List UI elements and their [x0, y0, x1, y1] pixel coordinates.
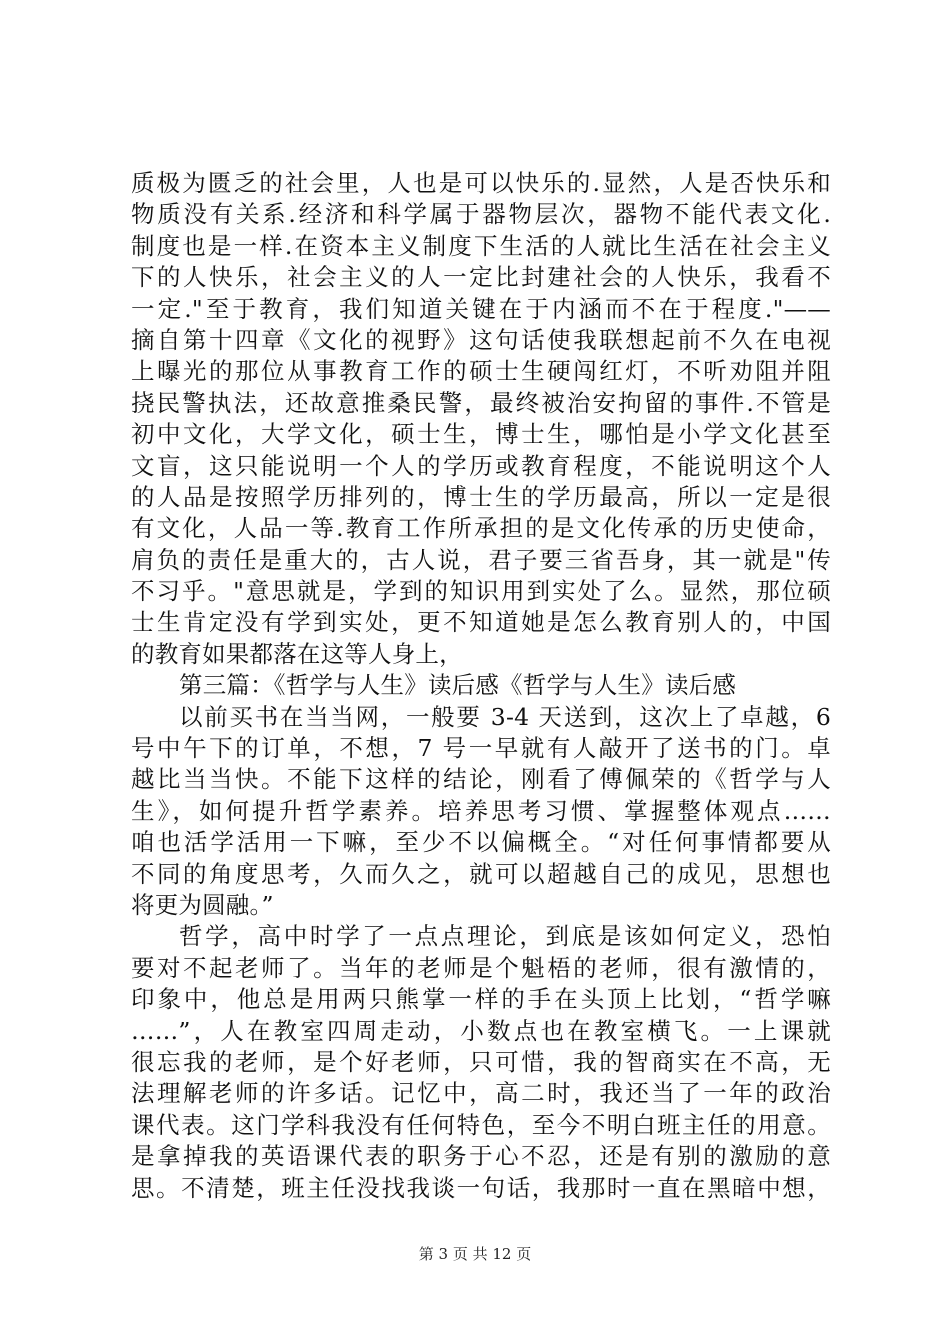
- text-line: 不同的角度思考，久而久之，就可以超越自己的成见，思想也: [131, 859, 831, 888]
- section-heading: 第三篇：《哲学与人生》读后感《哲学与人生》读后感: [179, 671, 737, 700]
- text-line: 挠民警执法，还故意推桑民警，最终被治安拘留的事件.不管是: [131, 388, 831, 417]
- text-line: 一定."至于教育，我们知道关键在于内涵而不在于程度."——: [131, 294, 831, 323]
- text-line: 以前买书在当当网，一般要 3-4 天送到，这次上了卓越，6: [179, 702, 831, 731]
- text-line: 生》，如何提升哲学素养。培养思考习惯、掌握整体观点……: [131, 796, 831, 825]
- text-line: 要对不起老师了。当年的老师是个魁梧的老师，很有激情的，: [131, 953, 831, 982]
- text-line: 咱也活学活用一下嘛，至少不以偏概全。“对任何事情都要从: [131, 828, 831, 857]
- text-line: 印象中，他总是用两只熊掌一样的手在头顶上比划，“哲学嘛: [131, 985, 831, 1014]
- text-line: 越比当当快。不能下这样的结论，刚看了傅佩荣的《哲学与人: [131, 765, 831, 794]
- text-line: 很忘我的老师，是个好老师，只可惜，我的智商实在不高，无: [131, 1047, 831, 1076]
- text-line: 是拿掉我的英语课代表的职务于心不忍，还是有别的激励的意: [131, 1142, 831, 1171]
- text-line: 有文化，人品一等.教育工作所承担的是文化传承的历史使命，: [131, 514, 831, 543]
- text-line: 质极为匮乏的社会里，人也是可以快乐的.显然，人是否快乐和: [131, 169, 831, 197]
- page-footer: 第 3 页 共 12 页: [418, 1245, 532, 1263]
- text-line: 将更为圆融。”: [131, 890, 274, 919]
- text-line: 的人品是按照学历排列的，博士生的学历最高，所以一定是很: [131, 482, 831, 511]
- text-line: 制度也是一样.在资本主义制度下生活的人就比生活在社会主义: [131, 231, 831, 260]
- text-line: 物质没有关系.经济和科学属于器物层次，器物不能代表文化.: [131, 200, 831, 229]
- text-line: 不习乎。"意思就是，学到的知识用到实处了么。显然，那位硕: [131, 577, 831, 606]
- text-line: 士生肯定没有学到实处，更不知道她是怎么教育别人的，中国: [131, 608, 831, 637]
- text-line: 下的人快乐，社会主义的人一定比封建社会的人快乐，我看不: [131, 263, 831, 292]
- text-line: 肩负的责任是重大的，古人说，君子要三省吾身，其一就是"传: [131, 545, 831, 574]
- text-line: 号中午下的订单，不想，7 号一早就有人敲开了送书的门。卓: [131, 734, 831, 763]
- text-line: 思。不清楚，班主任没找我谈一句话，我那时一直在黑暗中想，: [131, 1173, 831, 1202]
- body-text: [131, 168, 831, 1204]
- text-line: 文盲，这只能说明一个人的学历或教育程度，不能说明这个人: [131, 451, 831, 480]
- text-line: 法理解老师的许多话。记忆中，高二时，我还当了一年的政治: [131, 1079, 831, 1108]
- text-line: 初中文化，大学文化，硕士生，博士生，哪怕是小学文化甚至: [131, 420, 831, 449]
- text-line: 上曝光的那位从事教育工作的硕士生硬闯红灯，不听劝阻并阻: [131, 357, 831, 386]
- text-line: 哲学，高中时学了一点点理论，到底是该如何定义，恐怕: [179, 922, 831, 951]
- text-line: 摘自第十四章《文化的视野》这句话使我联想起前不久在电视: [131, 325, 831, 354]
- text-line: 课代表。这门学科我没有任何特色，至今不明白班主任的用意。: [131, 1110, 831, 1139]
- text-line: 的教育如果都落在这等人身上，: [131, 639, 463, 668]
- text-line: ……”，人在教室四周走动，小数点也在教室横飞。一上课就: [131, 1016, 831, 1045]
